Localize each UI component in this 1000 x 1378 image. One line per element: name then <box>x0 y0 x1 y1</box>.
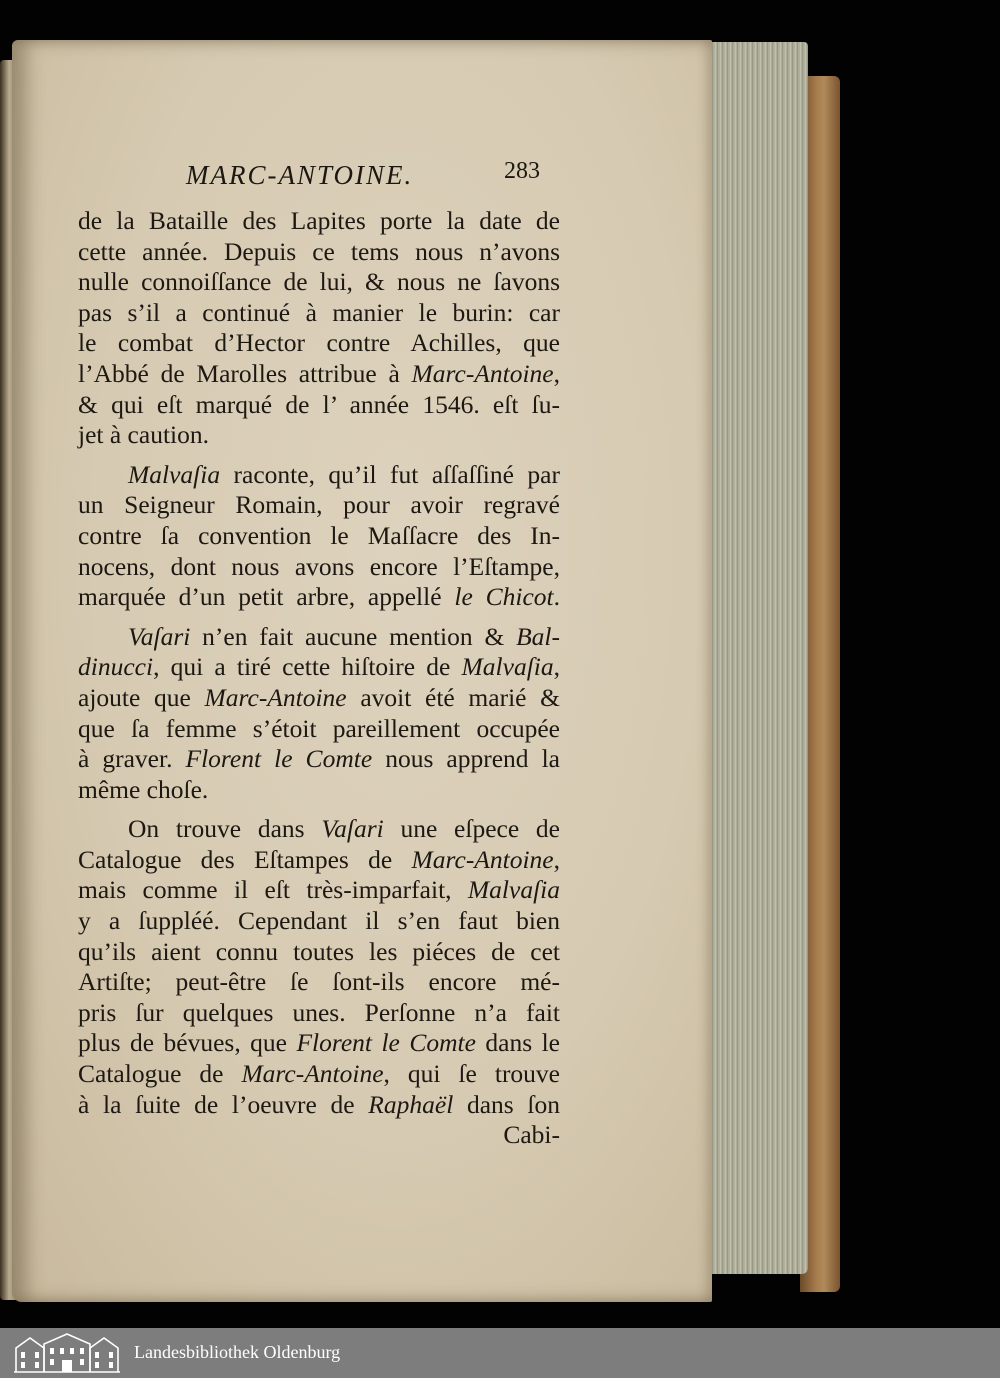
text-line: nocens, dont nous avons encore l’Eſtampe, <box>78 551 560 581</box>
text-line: jet à caution. <box>78 420 209 450</box>
text-line: marquée d’un petit arbre, appellé le Chicot. <box>78 582 560 612</box>
text-line: un Seigneur Romain, pour avoir regravé <box>78 490 560 520</box>
running-head <box>80 158 560 198</box>
text-line: pris ſur quelques unes. Perſonne n’a fait <box>78 997 560 1027</box>
text-line: l’Abbé de Marolles attribue à Marc-Antoine, <box>78 358 560 388</box>
footer-label: Landesbibliothek Oldenburg <box>134 1342 341 1362</box>
running-head-title: MARC-ANTOINE. <box>186 160 414 190</box>
text-line: qu’ils aient connu toutes les piéces de cet <box>78 936 560 966</box>
text-line: que ſa femme s’étoit pareillement occupée <box>78 713 560 743</box>
text-line: Artiſte; peut-être ſe ſont-ils encore mé- <box>78 967 560 997</box>
text-line: & qui eſt marqué de l’ année 1546. eſt ſu- <box>78 389 560 419</box>
body-text <box>78 206 560 1151</box>
page-block-edges <box>704 42 808 1274</box>
text-line: Catalogue des Eſtampes de Marc-Antoine, <box>78 844 560 874</box>
text-line: à la ſuite de l’oeuvre de Raphaël dans ſon <box>78 1089 560 1119</box>
catchword: Cabi- <box>503 1120 560 1150</box>
text-line: On trouve dans Vaſari une eſpece de <box>128 814 560 844</box>
text-line: mais comme il eſt très-imparfait, Malvaſia <box>78 875 560 905</box>
text-line: nulle connoiſſance de lui, & nous ne ſavons <box>78 267 560 297</box>
text-line: pas s’il a continué à manier le burin: car <box>78 297 560 327</box>
text-line: y a ſuppléé. Cependant il s’en faut bien <box>78 906 560 936</box>
text-line: Vaſari n’en fait aucune mention & Bal- <box>128 621 560 651</box>
text-line: dinucci, qui a tiré cette hiſtoire de Malvaſia, <box>78 652 560 682</box>
text-line: Catalogue de Marc-Antoine, qui ſe trouve <box>78 1059 561 1089</box>
text-line: cette année. Depuis ce tems nous n’avons <box>78 236 560 266</box>
library-building-logo <box>12 1332 122 1374</box>
text-line: le combat d’Hector contre Achilles, que <box>78 328 560 358</box>
text-line: ajoute que Marc-Antoine avoit été marié & <box>78 682 561 712</box>
text-line: à graver. Florent le Comte nous apprend la <box>78 744 560 774</box>
text-line: Malvaſia raconte, qu’il fut aſſaſſiné par <box>128 459 560 489</box>
text-line: plus de bévues, que Florent le Comte dans le <box>78 1028 560 1058</box>
page-number: 283 <box>504 158 540 184</box>
text-line: même choſe. <box>78 774 209 804</box>
text-line: de la Bataille des Lapites porte la date de <box>78 206 560 235</box>
text-line: contre ſa convention le Maſſacre des In- <box>78 520 560 550</box>
